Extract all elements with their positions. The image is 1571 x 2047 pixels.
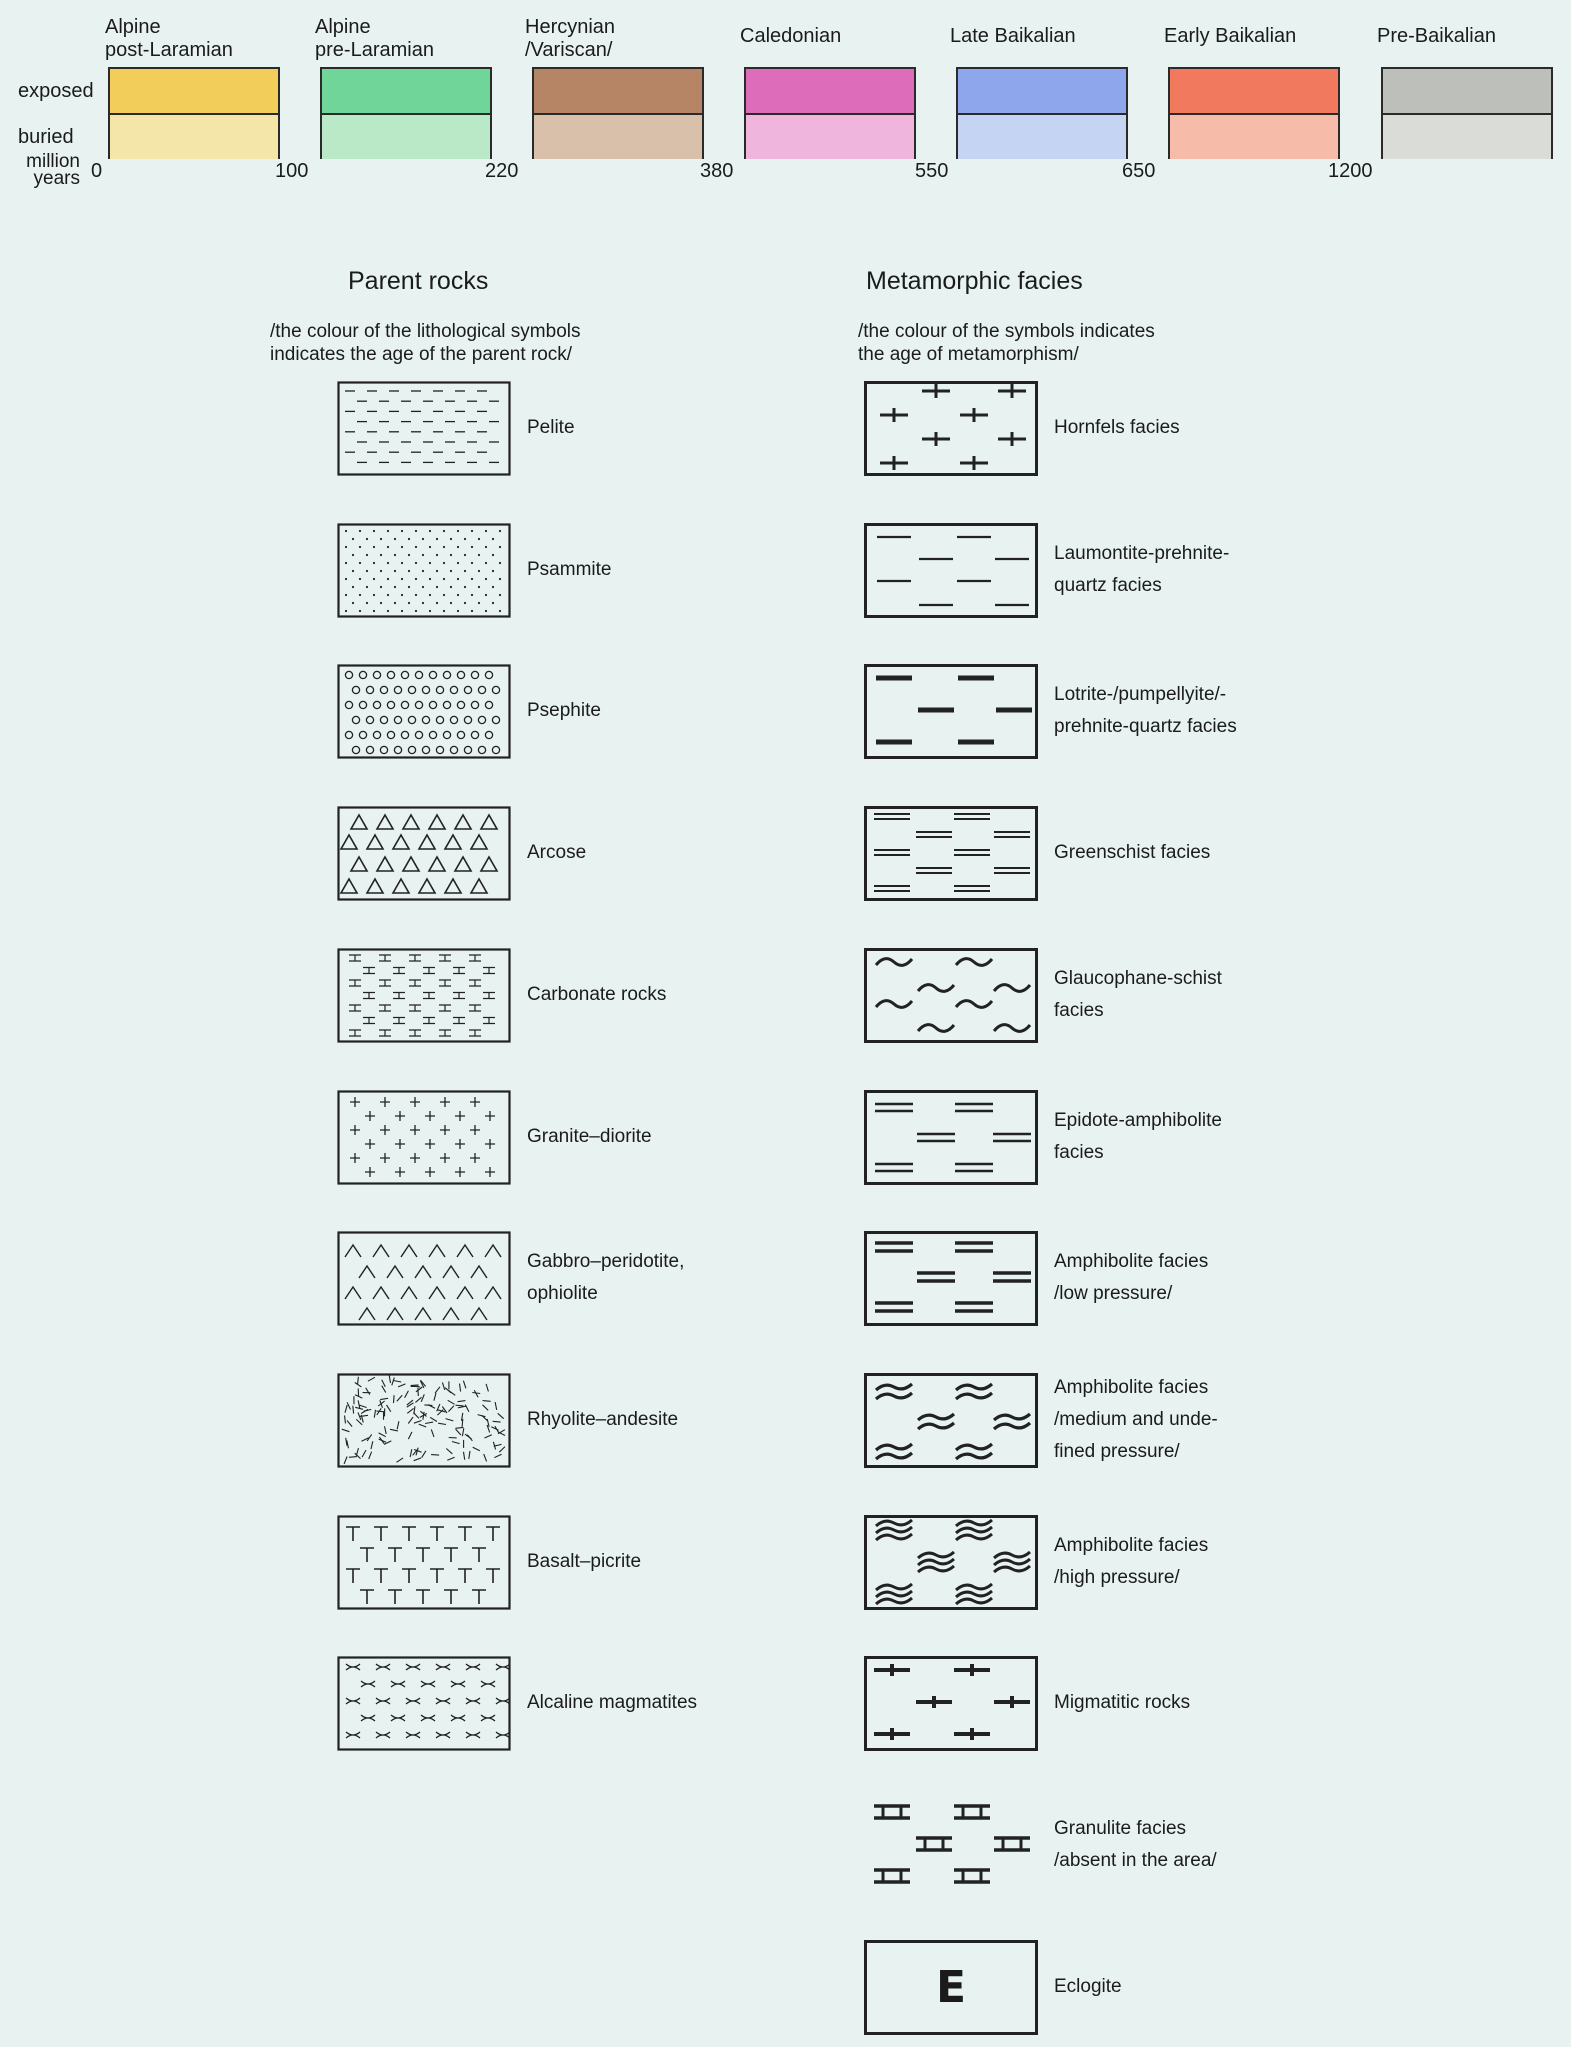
legend-label-arcose: Arcose <box>527 842 587 864</box>
metamorphic-facies-title: Metamorphic facies <box>866 267 1083 295</box>
legend-label-lotrite: Lotrite-/pumpellyite/- prehnite-quartz facies <box>1054 684 1237 738</box>
legend-label-epidote: Epidote-amphibolite facies <box>1054 1109 1222 1163</box>
swatch-early-baikalian <box>1168 67 1340 159</box>
tick-550: 550 <box>915 160 949 182</box>
symbol-carbonate <box>337 948 511 1043</box>
row-label-buried: buried <box>18 126 74 148</box>
symbol-eclogite <box>864 1940 1038 2035</box>
symbol-glaucophane <box>864 948 1038 1043</box>
age-label-late-baikalian: Late Baikalian <box>950 25 1076 47</box>
symbol-lotrite <box>864 664 1038 759</box>
legend-label-greenschist: Greenschist facies <box>1054 842 1211 864</box>
symbol-alcaline <box>337 1656 511 1751</box>
legend-label-laumontite: Laumontite-prehnite- quartz facies <box>1054 542 1230 596</box>
legend-label-eclogite: Eclogite <box>1054 1975 1122 1997</box>
legend-label-amph-high: Amphibolite facies /high pressure/ <box>1054 1534 1209 1588</box>
tick-1200: 1200 <box>1328 160 1373 182</box>
symbol-hornfels <box>864 381 1038 476</box>
swatch-caledonian <box>744 67 916 159</box>
legend-label-rhyolite: Rhyolite–andesite <box>527 1408 679 1430</box>
symbol-laumontite <box>864 523 1038 618</box>
symbol-arcose <box>337 806 511 901</box>
swatch-hercynian <box>532 67 704 159</box>
legend-label-psephite: Psephite <box>527 700 601 722</box>
row-label-exposed: exposed <box>18 80 94 102</box>
legend-label-basalt: Basalt–picrite <box>527 1550 642 1572</box>
legend-label-migmatitic: Migmatitic rocks <box>1054 1692 1191 1714</box>
swatch-alpine-post <box>108 67 280 159</box>
tick-220: 220 <box>485 160 519 182</box>
symbol-psephite <box>337 664 511 759</box>
swatch-pre-baikalian <box>1381 67 1553 159</box>
symbol-greenschist <box>864 806 1038 901</box>
tick-650: 650 <box>1122 160 1156 182</box>
legend-label-pelite: Pelite <box>527 417 575 438</box>
symbol-gabbro <box>337 1231 511 1326</box>
legend-label-amph-low: Amphibolite facies /low pressure/ <box>1054 1251 1209 1305</box>
legend-label-amph-med: Amphibolite facies /medium and unde- fined pressure/ <box>1054 1376 1218 1462</box>
symbol-granulite <box>864 1798 1038 1893</box>
legend-label-carbonate: Carbonate rocks <box>527 983 667 1005</box>
tick-380: 380 <box>700 160 734 182</box>
parent-rocks-title: Parent rocks <box>348 267 489 295</box>
symbol-pelite <box>337 381 511 476</box>
symbol-amph-high <box>864 1515 1038 1610</box>
swatch-late-baikalian <box>956 67 1128 159</box>
tick-0: 0 <box>91 160 103 182</box>
legend-label-hornfels: Hornfels facies <box>1054 417 1180 438</box>
unit-label: million years <box>26 151 80 189</box>
age-label-alpine-post: Alpine post-Laramian <box>105 16 233 61</box>
legend-label-alcaline: Alcaline magmatites <box>527 1692 698 1714</box>
symbol-amph-low <box>864 1231 1038 1326</box>
symbol-psammite <box>337 523 511 618</box>
age-label-early-baikalian: Early Baikalian <box>1164 25 1297 47</box>
legend-label-psammite: Psammite <box>527 558 612 580</box>
symbol-rhyolite <box>337 1373 511 1468</box>
legend-label-glaucophane: Glaucophane-schist facies <box>1054 967 1222 1021</box>
age-label-caledonian: Caledonian <box>740 25 842 47</box>
symbol-basalt <box>337 1515 511 1610</box>
swatch-alpine-pre <box>320 67 492 159</box>
parent-rocks-note: /the colour of the lithological symbols indicates the age of the parent rock/ <box>270 321 581 365</box>
legend-label-gabbro: Gabbro–peridotite, ophiolite <box>527 1251 685 1305</box>
legend-label-granulite: Granulite facies /absent in the area/ <box>1054 1818 1217 1871</box>
symbol-epidote <box>864 1090 1038 1185</box>
symbol-amph-med <box>864 1373 1038 1468</box>
symbol-migmatitic <box>864 1656 1038 1751</box>
age-label-hercynian: Hercynian /Variscan/ <box>525 16 616 61</box>
age-label-pre-baikalian: Pre-Baikalian <box>1377 25 1496 47</box>
age-label-alpine-pre: Alpine pre-Laramian <box>315 16 434 61</box>
eclogite-symbol-letter: E <box>935 1961 967 2013</box>
legend-label-granite: Granite–diorite <box>527 1125 652 1147</box>
symbol-granite <box>337 1090 511 1185</box>
tick-100: 100 <box>275 160 309 182</box>
metamorphic-facies-note: /the colour of the symbols indicates the age of metamorphism/ <box>858 321 1155 365</box>
